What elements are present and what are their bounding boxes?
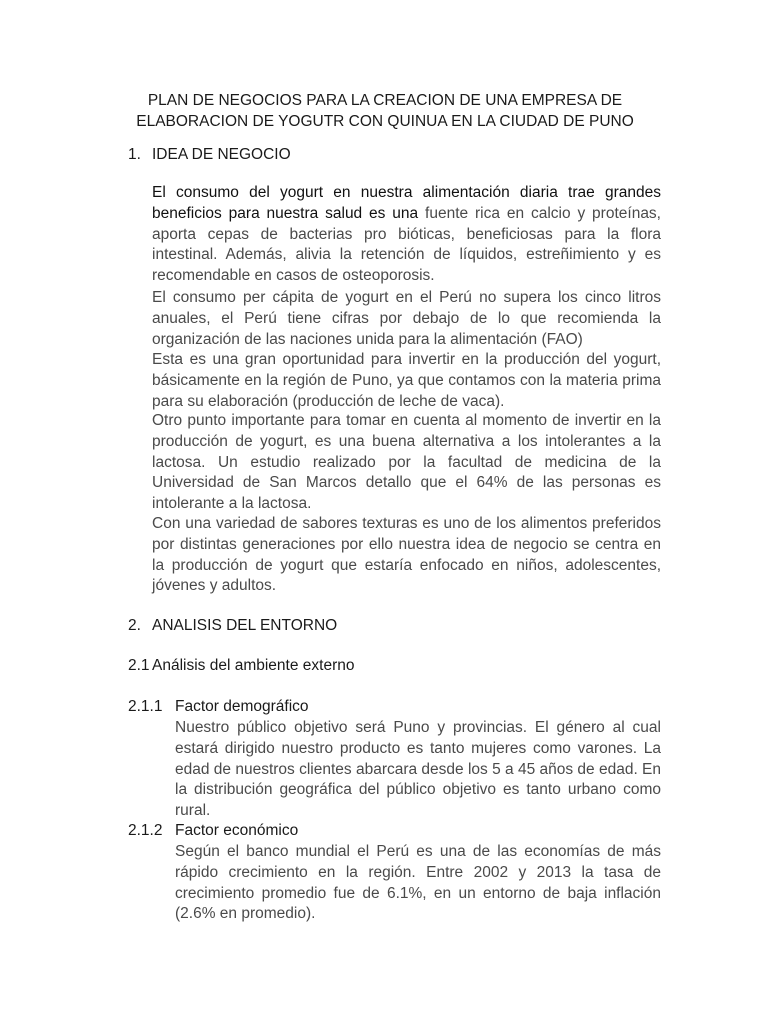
document-title [120,90,650,132]
section-2-number: 2. [128,617,141,634]
section-1-heading: IDEA DE NEGOCIO [152,146,291,163]
section-1-paragraph-4: Otro punto importante para tomar en cuenta al momento de invertir en la producción de yogurt, es una buena alternativa a los intolerantes a la lactosa. Un estudio realizado por la facultad de medicina de la Universidad de San Marcos detallo que el 64% de las personas es intolerante a la lactosa. [152,412,661,513]
subsection-2-1-number: 2.1 [128,657,150,674]
item-2-1-2-text: Según el banco mundial el Perú es una de las economías de más rápido crecimiento en la región. Entre 2002 y 2013 la tasa de crecimiento promedio fue de 6.1%, en un entorno de baja inflación (2.6% en promedio). [175,843,661,923]
subsection-2-1-heading: Análisis del ambiente externo [152,657,355,674]
item-2-1-1-number: 2.1.1 [128,698,163,715]
title-line-2: ELABORACION DE YOGUTR CON QUINUA EN LA CIUDAD DE PUNO [136,113,634,130]
title-line-1: PLAN DE NEGOCIOS PARA LA CREACION DE UNA EMPRESA DE [147,92,623,109]
section-1-paragraph-3: Esta es una gran oportunidad para invertir en la producción del yogurt, básicamente en la región de Puno, ya que contamos con la materia prima para su elaboración (producción de leche de vaca). [152,351,661,410]
section-1-paragraph-5: Con una variedad de sabores texturas es uno de los alimentos preferidos por distintas generaciones por ello nuestra idea de negocio se centra en la producción de yogurt que estaría enfocado en niños, adolescentes, jóvenes y adultos. [152,515,661,595]
section-1-number: 1. [128,146,141,163]
item-2-1-1-text: Nuestro público objetivo será Puno y provincias. El género al cual estará dirigido nuestro producto es tanto mujeres como varones. La edad de nuestros clientes abarcara desde los 5 a 45 años de edad. En la distribución geográfica del público objetivo es tanto urbano como rural. [175,719,662,820]
section-2-heading: ANALISIS DEL ENTORNO [152,617,338,634]
paragraph-1-grey-text: fuente rica en calcio y proteínas, aporta cepas de bacterias pro bióticas, beneficiosas para la flora intestinal. Además, alivia la retención de líquidos, estreñimiento y es recomendable en casos de osteoporosis. [152,204,661,285]
section-1-paragraph-2: El consumo per cápita de yogurt en el Perú no supera los cinco litros anuales, el Perú tiene cifras por debajo de lo que recomienda la organización de las naciones unida para la alimentación (FAO) [152,289,661,348]
item-2-1-2-number: 2.1.2 [128,822,163,839]
paragraph-1-dark-text: El consumo del yogurt en nuestra alimentación diaria trae grandes beneficios para nuestra salud es una [152,184,661,222]
section-1-paragraph-1 [152,183,661,287]
item-2-1-2-heading: Factor económico [175,822,299,839]
item-2-1-1-heading: Factor demográfico [175,698,309,715]
